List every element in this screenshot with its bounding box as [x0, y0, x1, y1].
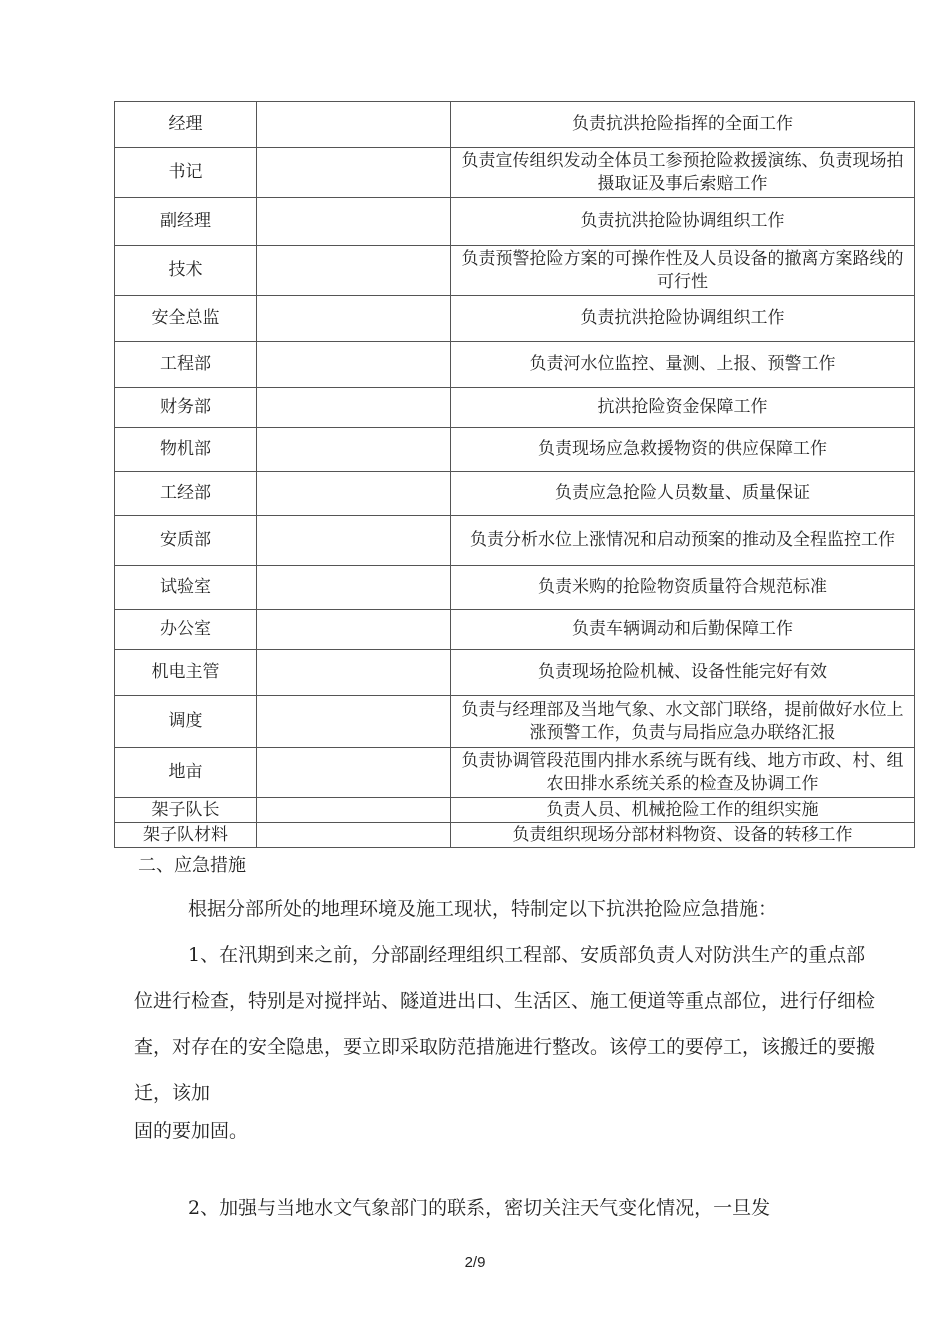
- role-cell: 技术: [115, 246, 257, 296]
- empty-cell: [257, 472, 451, 516]
- empty-cell: [257, 748, 451, 798]
- empty-cell: [257, 566, 451, 610]
- table-row: [115, 472, 915, 516]
- measure-1-continuation: 固的要加固。: [134, 1120, 249, 1142]
- empty-cell: [257, 696, 451, 748]
- table-row: [115, 148, 915, 198]
- role-cell: 办公室: [115, 610, 257, 650]
- role-cell: 调度: [115, 696, 257, 748]
- role-cell: 安质部: [115, 516, 257, 566]
- table-row: [115, 198, 915, 246]
- role-cell: 财务部: [115, 388, 257, 428]
- duty-cell: 负责分析水位上涨情况和启动预案的推动及全程监控工作: [451, 516, 915, 566]
- table-row: [115, 566, 915, 610]
- table-row: [115, 428, 915, 472]
- empty-cell: [257, 516, 451, 566]
- responsibility-table: [114, 101, 915, 848]
- role-cell: 物机部: [115, 428, 257, 472]
- role-cell: 地亩: [115, 748, 257, 798]
- empty-cell: [257, 342, 451, 388]
- empty-cell: [257, 246, 451, 296]
- duty-cell: 负责宣传组织发动全体员工参预抢险救援演练、负责现场拍摄取证及事后索赔工作: [451, 148, 915, 198]
- duty-cell: 负责现场应急救援物资的供应保障工作: [451, 428, 915, 472]
- duty-cell: 抗洪抢险资金保障工作: [451, 388, 915, 428]
- measure-2-paragraph: 2、加强与当地水文气象部门的联系，密切关注天气变化情况，一旦发: [188, 1197, 771, 1219]
- table-row: [115, 388, 915, 428]
- table-row: [115, 798, 915, 823]
- duty-cell: 负责抗洪抢险指挥的全面工作: [451, 102, 915, 148]
- duty-cell: 负责组织现场分部材料物资、设备的转移工作: [451, 823, 915, 848]
- role-cell: 试验室: [115, 566, 257, 610]
- role-cell: 副经理: [115, 198, 257, 246]
- duty-cell: 负责应急抢险人员数量、质量保证: [451, 472, 915, 516]
- empty-cell: [257, 102, 451, 148]
- duty-cell: 负责协调管段范围内排水系统与既有线、地方市政、村、组农田排水系统关系的检查及协调工作: [451, 748, 915, 798]
- empty-cell: [257, 428, 451, 472]
- table-row: [115, 102, 915, 148]
- role-cell: 工经部: [115, 472, 257, 516]
- role-cell: 工程部: [115, 342, 257, 388]
- empty-cell: [257, 296, 451, 342]
- table-row: [115, 650, 915, 696]
- empty-cell: [257, 823, 451, 848]
- table-row: [115, 342, 915, 388]
- duty-cell: 负责车辆调动和后勤保障工作: [451, 610, 915, 650]
- empty-cell: [257, 610, 451, 650]
- table-row: [115, 246, 915, 296]
- duty-cell: 负责抗洪抢险协调组织工作: [451, 198, 915, 246]
- role-cell: 经理: [115, 102, 257, 148]
- table-row: [115, 296, 915, 342]
- role-cell: 书记: [115, 148, 257, 198]
- table-row: [115, 696, 915, 748]
- duty-cell: 负责预警抢险方案的可操作性及人员设备的撤离方案路线的可行性: [451, 246, 915, 296]
- empty-cell: [257, 388, 451, 428]
- role-cell: 架子队长: [115, 798, 257, 823]
- responsibility-table-body: [115, 102, 915, 848]
- table-row: [115, 610, 915, 650]
- role-cell: 机电主管: [115, 650, 257, 696]
- table-row: [115, 516, 915, 566]
- empty-cell: [257, 198, 451, 246]
- page-number: 2/9: [464, 1254, 486, 1271]
- table-row: [115, 823, 915, 848]
- empty-cell: [257, 148, 451, 198]
- role-cell: 安全总监: [115, 296, 257, 342]
- empty-cell: [257, 650, 451, 696]
- duty-cell: 负责现场抢险机械、设备性能完好有效: [451, 650, 915, 696]
- duty-cell: 负责人员、机械抢险工作的组织实施: [451, 798, 915, 823]
- duty-cell: 负责米购的抢险物资质量符合规范标准: [451, 566, 915, 610]
- role-cell: 架子队材料: [115, 823, 257, 848]
- empty-cell: [257, 798, 451, 823]
- duty-cell: 负责河水位监控、量测、上报、预警工作: [451, 342, 915, 388]
- section-title: 二、应急措施: [138, 855, 246, 876]
- intro-paragraph: 根据分部所处的地理环境及施工现状，特制定以下抗洪抢险应急措施：: [188, 898, 778, 920]
- measure-1-paragraph: 1、在汛期到来之前，分部副经理组织工程部、安质部负责人对防洪生产的重点部位进行检查，特别是对搅拌站、隧道进出口、生活区、施工便道等重点部位，进行仔细检查，对存在的安全隐患，要立即采取防范措施进行整改。该停工的要停工，该搬迁的要搬迁，该加: [134, 944, 876, 1104]
- duty-cell: 负责与经理部及当地气象、水文部门联络，提前做好水位上涨预警工作，负责与局指应急办联络汇报: [451, 696, 915, 748]
- duty-cell: 负责抗洪抢险协调组织工作: [451, 296, 915, 342]
- table-row: [115, 748, 915, 798]
